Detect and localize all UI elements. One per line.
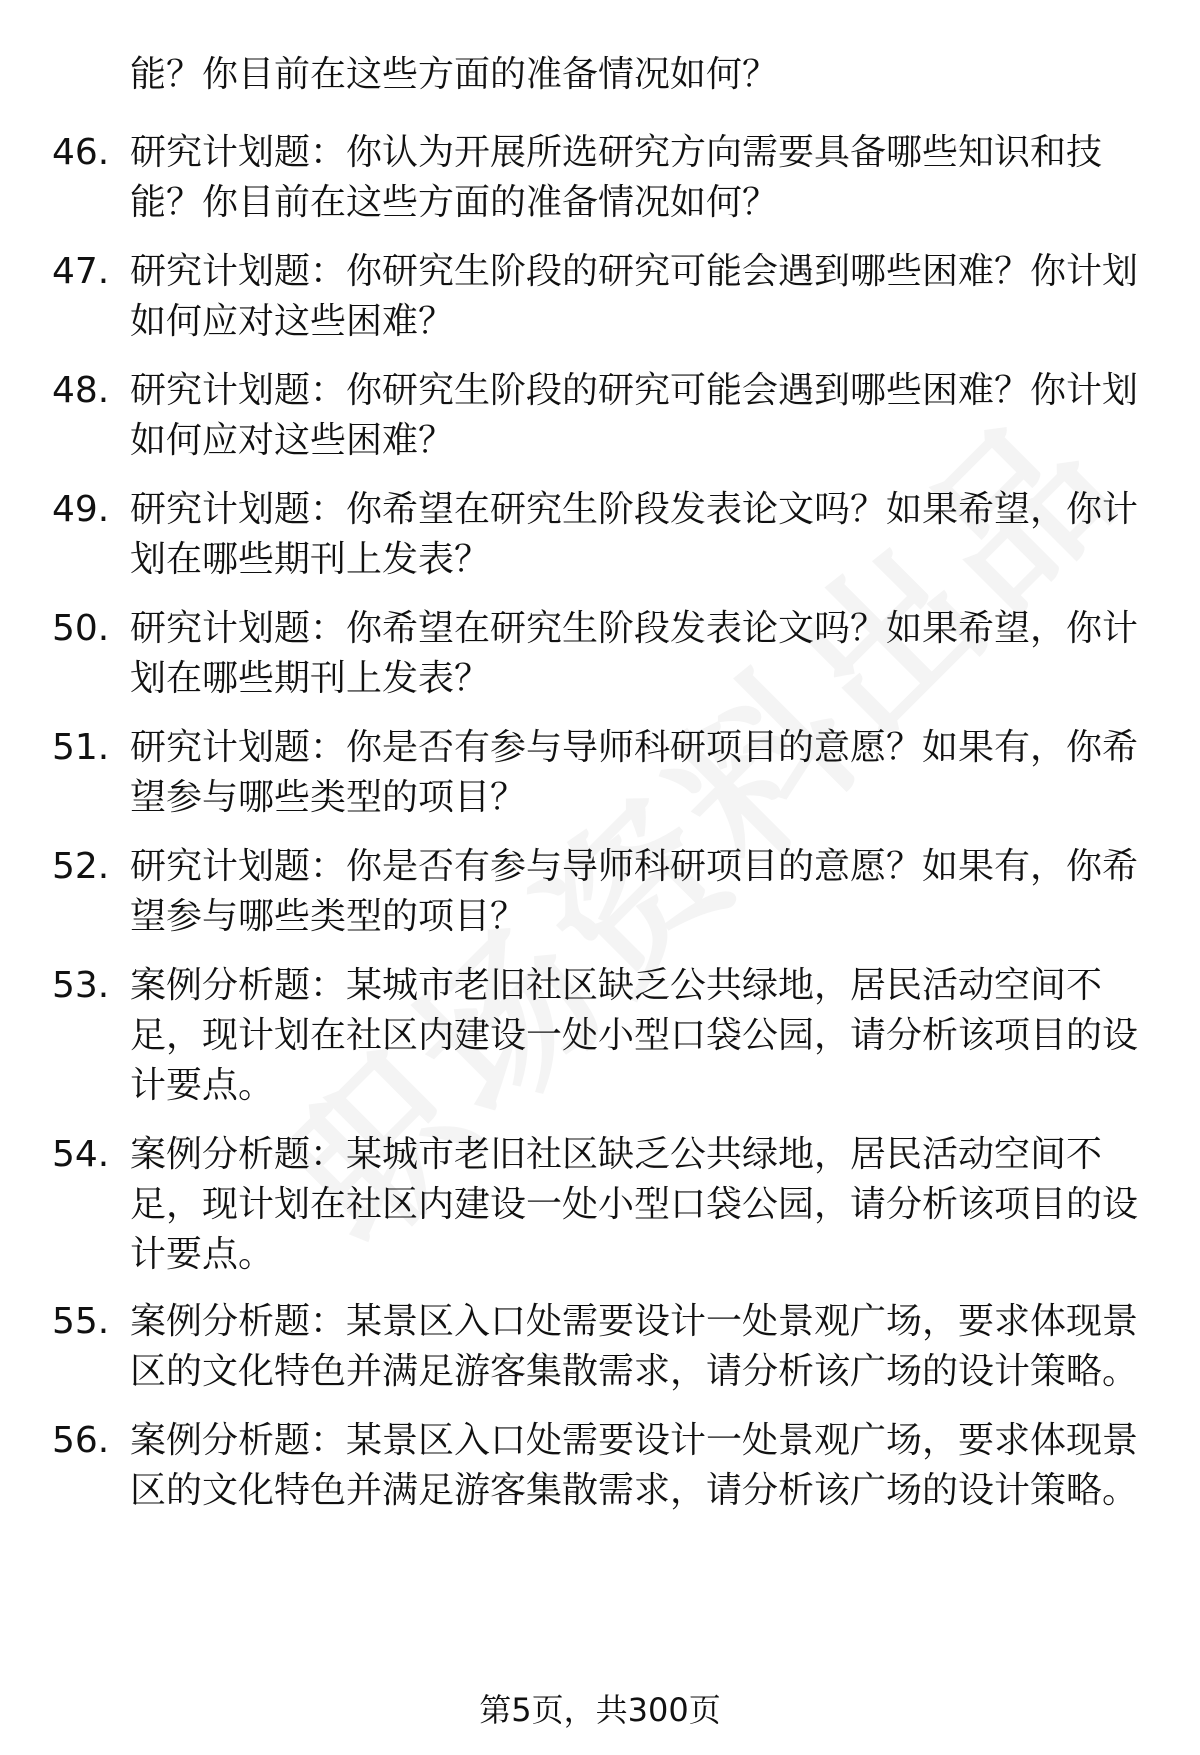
item-line: 研究计划题：你是否有参与导师科研项目的意愿？如果有，你希: [130, 727, 1139, 768]
item-number: 56.: [52, 1420, 110, 1461]
item-line: 如何应对这些困难？: [130, 301, 455, 342]
item-line: 区的文化特色并满足游客集散需求，请分析该广场的设计策略。: [130, 1351, 1139, 1392]
item-line: 研究计划题：你认为开展所选研究方向需要具备哪些知识和技: [130, 132, 1103, 173]
list-item: [0, 1130, 1200, 1280]
item-number: 55.: [52, 1301, 110, 1342]
list-item: [0, 604, 1200, 704]
list-item: [0, 366, 1200, 466]
item-line: 计要点。: [130, 1065, 275, 1106]
item-line: 划在哪些期刊上发表？: [130, 539, 491, 580]
item-line: 如何应对这些困难？: [130, 420, 455, 461]
item-line: 案例分析题：某城市老旧社区缺乏公共绿地，居民活动空间不: [130, 965, 1103, 1006]
item-line: 足，现计划在社区内建设一处小型口袋公园，请分析该项目的设: [130, 1184, 1139, 1225]
item-number: 53.: [52, 965, 110, 1006]
item-line: 研究计划题：你研究生阶段的研究可能会遇到哪些困难？你计划: [130, 251, 1139, 292]
list-item: [0, 1416, 1200, 1516]
list-item: [0, 723, 1200, 823]
continuation-line: 能？你目前在这些方面的准备情况如何？: [130, 54, 779, 95]
item-number: 46.: [52, 132, 110, 173]
item-number: 51.: [52, 727, 110, 768]
list-item: [0, 961, 1200, 1111]
item-line: 区的文化特色并满足游客集散需求，请分析该广场的设计策略。: [130, 1470, 1139, 1511]
item-line: 望参与哪些类型的项目？: [130, 896, 527, 937]
list-item: [0, 1297, 1200, 1397]
list-item: [0, 128, 1200, 228]
item-line: 研究计划题：你希望在研究生阶段发表论文吗？如果希望，你计: [130, 489, 1139, 530]
item-number: 47.: [52, 251, 110, 292]
item-number: 54.: [52, 1134, 110, 1175]
item-number: 49.: [52, 489, 110, 530]
item-line: 研究计划题：你希望在研究生阶段发表论文吗？如果希望，你计: [130, 608, 1139, 649]
item-number: 48.: [52, 370, 110, 411]
item-line: 案例分析题：某城市老旧社区缺乏公共绿地，居民活动空间不: [130, 1134, 1103, 1175]
list-item: [0, 485, 1200, 585]
item-line: 研究计划题：你研究生阶段的研究可能会遇到哪些困难？你计划: [130, 370, 1139, 411]
item-line: 划在哪些期刊上发表？: [130, 658, 491, 699]
item-line: 足，现计划在社区内建设一处小型口袋公园，请分析该项目的设: [130, 1015, 1139, 1056]
list-item: [0, 842, 1200, 942]
item-number: 52.: [52, 846, 110, 887]
item-line: 研究计划题：你是否有参与导师科研项目的意愿？如果有，你希: [130, 846, 1139, 887]
item-line: 能？你目前在这些方面的准备情况如何？: [130, 182, 779, 223]
item-line: 案例分析题：某景区入口处需要设计一处景观广场，要求体现景: [130, 1301, 1139, 1342]
item-number: 50.: [52, 608, 110, 649]
item-line: 计要点。: [130, 1234, 275, 1275]
item-line: 望参与哪些类型的项目？: [130, 777, 527, 818]
page-number-footer: 第5页，共300页: [479, 1691, 721, 1729]
item-line: 案例分析题：某景区入口处需要设计一处景观广场，要求体现景: [130, 1420, 1139, 1461]
list-item: [0, 247, 1200, 347]
